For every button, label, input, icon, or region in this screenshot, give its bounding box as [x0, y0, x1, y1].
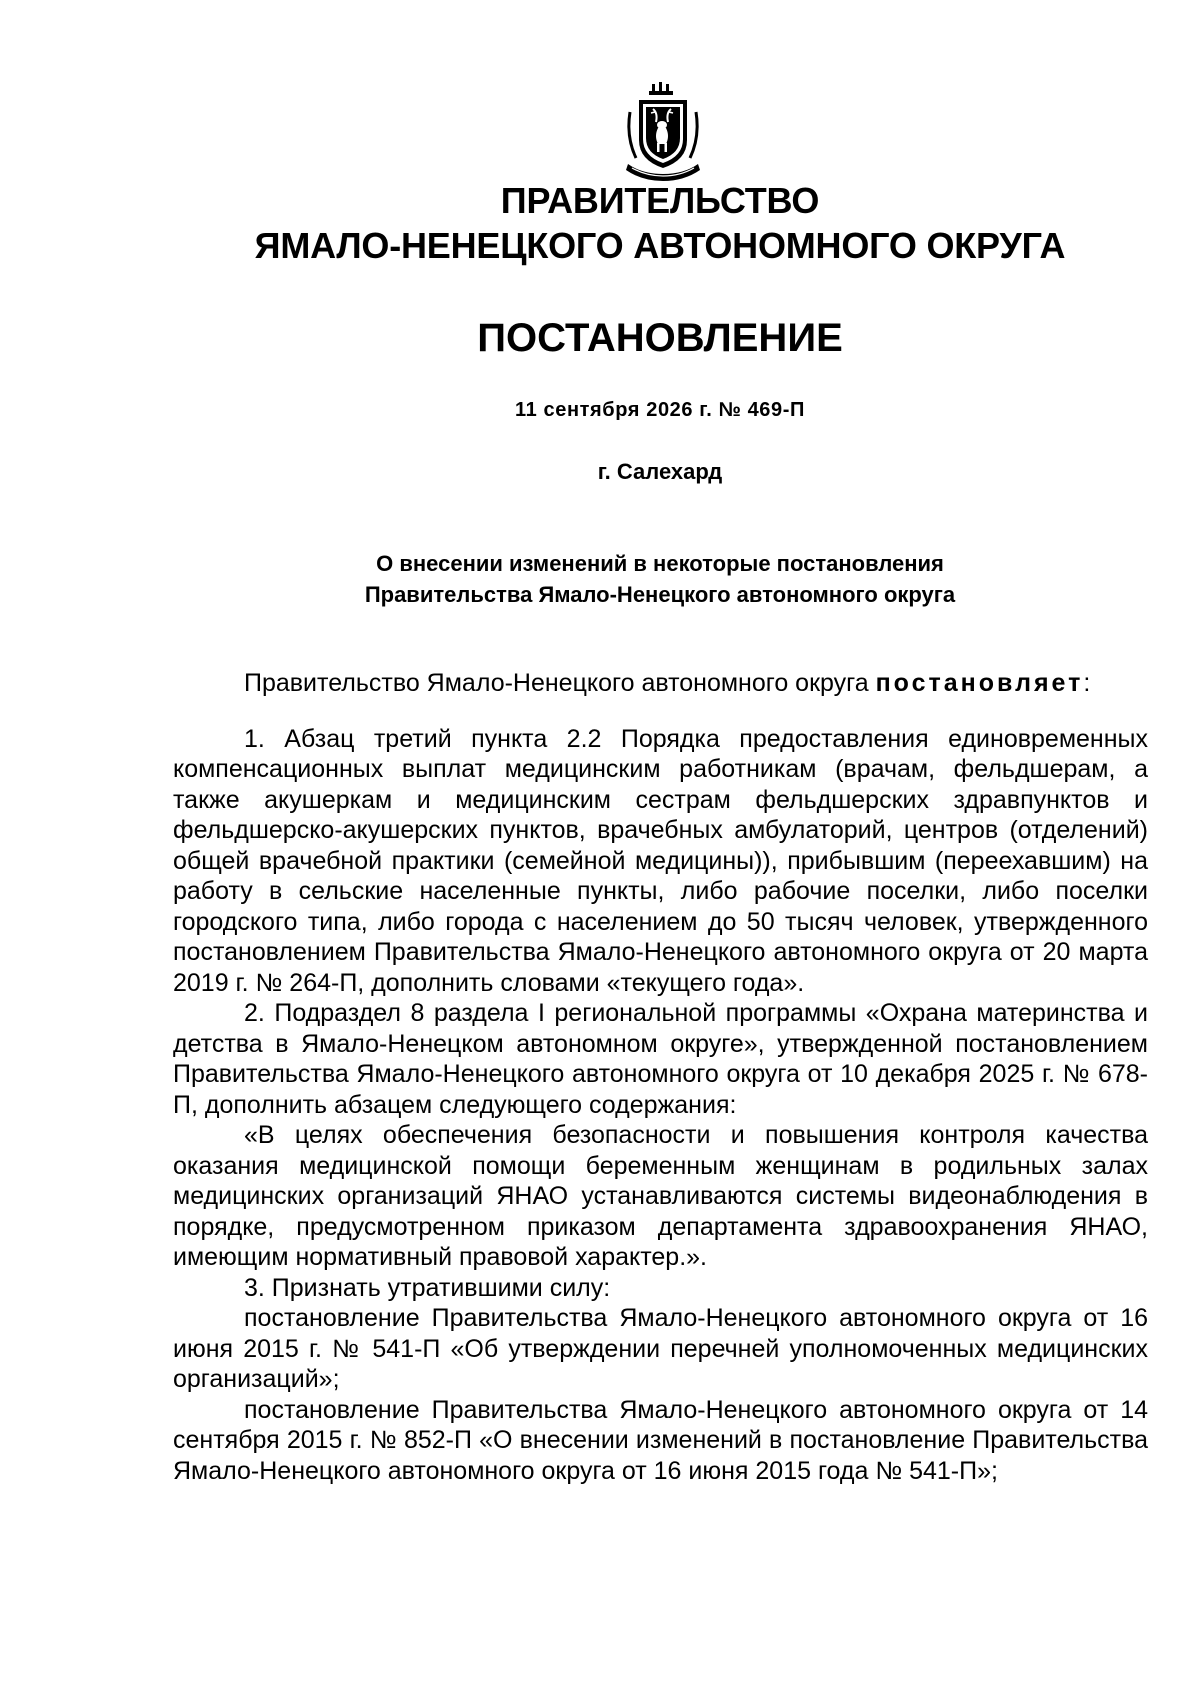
paragraph-item-2: 2. Подраздел 8 раздела I региональной программы «Охрана материнства и детства в Ямало-Ненецком автономном округе», утвержденной постановлением Правительства Ямало-Ненецкого автономного округа от 10 декабря 2025 г. № 678-П, дополнить абзацем следующего содержания:: [173, 999, 1148, 1119]
document-date-number: 11 сентября 2026 г. № 469-П: [515, 399, 805, 421]
subject-line1: О внесении изменений в некоторые постановления: [376, 551, 944, 576]
preamble-tail: :: [1083, 669, 1091, 697]
document-subject: [0, 548, 1200, 610]
paragraph-item-3: 3. Признать утратившими силу:: [244, 1273, 611, 1302]
preamble-text: Правительство Ямало-Ненецкого автономного округа: [244, 669, 876, 697]
paragraph-item-1: 1. Абзац третий пункта 2.2 Порядка предоставления единовременных компенсационных выплат медицинским работникам (врачам, фельдшерам, а также акушеркам и медицинским сестрам фельдшерских здравпунктов и фельдшерско-акушерских пунктов, врачебных амбулаторий, центров (отделений) общей врачебной практики (семейной медицины)), прибывшим (переехавшим) на работу в сельские населенные пункты, либо рабочие поселки, либо поселки городского типа, либо города с населением до 50 тысяч человек, утвержденного постановлением Правительства Ямало-Ненецкого автономного округа от 20 марта 2019 г. № 264-П, дополнить словами «текущего года».: [173, 724, 1148, 997]
government-title-line1: ПРАВИТЕЛЬСТВО: [500, 180, 820, 221]
paragraph-repealed-1: постановление Правительства Ямало-Ненецкого автономного округа от 16 июня 2015 г. № 541-П «Об утверждении перечней уполномоченных медицинских организаций»;: [173, 1304, 1148, 1393]
preamble-paragraph: [173, 668, 1148, 699]
paragraph-quoted-insert: «В целях обеспечения безопасности и повышения контроля качества оказания медицинской помощи беременным женщинам в родильных залах медицинских организаций ЯНАО устанавливаются системы видеонаблюдения в порядке, предусмотренном приказом департамента здравоохранения ЯНАО, имеющим нормативный правовой характер.».: [173, 1121, 1148, 1271]
government-title-line2: ЯМАЛО-НЕНЕЦКОГО АВТОНОМНОГО ОКРУГА: [254, 225, 1066, 266]
document-city: г. Салехард: [597, 459, 723, 484]
document-type-title: ПОСТАНОВЛЕНИЕ: [477, 316, 843, 360]
preamble-keyword: постановляет: [875, 669, 1084, 697]
paragraph-repealed-2: постановление Правительства Ямало-Ненецкого автономного округа от 14 сентября 2015 г. № 852-П «О внесении изменений в постановление Правительства Ямало-Ненецкого автономного округа от 16 июня 2015 года № 541-П»;: [173, 1395, 1148, 1485]
document-body: [173, 668, 1148, 1486]
subject-line2: Правительства Ямало-Ненецкого автономного округа: [364, 582, 956, 607]
coat-of-arms-emblem: [622, 82, 704, 182]
